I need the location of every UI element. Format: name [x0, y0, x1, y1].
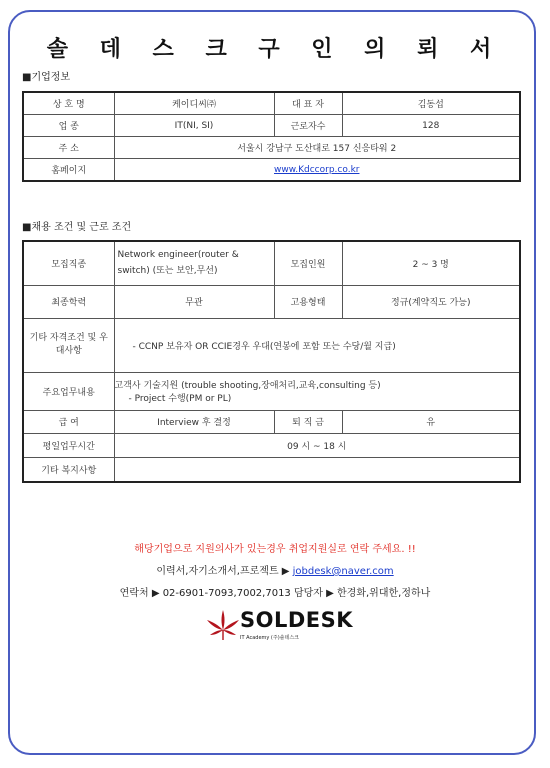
table-row — [23, 137, 520, 159]
company-section-label: ■기업정보 — [22, 72, 71, 83]
notice-text: 해당기업으로 지원의사가 있는경우 취업지원실로 연락 주세요. !! — [134, 544, 416, 555]
email-link[interactable]: jobdesk@naver.com — [292, 566, 394, 577]
industry-value: IT(NI, SI) — [114, 115, 274, 137]
logo-subtitle: IT Academy (주)솔데스크 — [240, 635, 299, 641]
homepage-label: 홈페이지 — [23, 159, 114, 182]
industry-label: 업 종 — [23, 115, 114, 137]
table-row — [23, 285, 520, 318]
table-row — [23, 318, 520, 372]
table-row — [23, 115, 520, 137]
welfare-value — [114, 457, 520, 482]
documents-line — [0, 562, 550, 577]
document-title: 솔 데 스 크 구 인 의 뢰 서 — [46, 37, 504, 62]
ceo-label: 대 표 자 — [274, 92, 342, 115]
severance-label: 퇴 직 금 — [274, 410, 342, 433]
company-info-table — [22, 91, 521, 182]
qualification-value: - CCNP 보유자 OR CCIE경우 우대(연봉에 포함 또는 수당/월 지급) — [114, 318, 520, 372]
position-value: Network engineer(router & switch) (또는 보안,무선) — [114, 241, 274, 285]
employment-type-value: 정규(계약직도 가능) — [342, 285, 520, 318]
employment-type-label: 고용형태 — [274, 285, 342, 318]
qualification-label: 기타 자격조건 및 우대사항 — [23, 318, 114, 372]
table-row — [23, 410, 520, 433]
duties-line-1: 고객사 기술지원 (trouble shooting,장애처리,교육,consulting 등) — [114, 381, 381, 391]
address-label: 주 소 — [23, 137, 114, 159]
leaf-icon — [206, 608, 240, 642]
company-name-value: 케이디씨㈜ — [114, 92, 274, 115]
table-row — [23, 372, 520, 410]
duties-label: 주요업무내용 — [23, 372, 114, 410]
job-conditions-table — [22, 240, 521, 483]
hours-value: 09 시 ~ 18 시 — [114, 433, 520, 457]
duties-line-2: - Project 수행(PM or PL) — [128, 394, 232, 404]
severance-value: 유 — [342, 410, 520, 433]
homepage-link[interactable]: www.Kdccorp.co.kr — [274, 164, 360, 175]
address-value: 서울시 강남구 도산대로 157 신응타워 2 — [114, 137, 520, 159]
table-row — [23, 159, 520, 182]
education-label: 최종학력 — [23, 285, 114, 318]
table-row — [23, 433, 520, 457]
company-name-label: 상 호 명 — [23, 92, 114, 115]
documents-prefix: 이력서,자기소개서,프로젝트 ▶ — [156, 566, 293, 577]
position-label: 모집직종 — [23, 241, 114, 285]
table-row — [23, 457, 520, 482]
table-row — [23, 92, 520, 115]
ceo-value: 김동섭 — [342, 92, 520, 115]
employees-value: 128 — [342, 115, 520, 137]
welfare-label: 기타 복지사항 — [23, 457, 114, 482]
education-value: 무관 — [114, 285, 274, 318]
duties-cell — [114, 372, 520, 410]
headcount-value: 2 ~ 3 명 — [342, 241, 520, 285]
employees-label: 근로자수 — [274, 115, 342, 137]
logo-wordmark: SOLDESK — [240, 608, 354, 632]
salary-label: 급 여 — [23, 410, 114, 433]
table-row — [23, 241, 520, 285]
homepage-cell — [114, 159, 520, 182]
headcount-label: 모집인원 — [274, 241, 342, 285]
salary-value: Interview 후 결정 — [114, 410, 274, 433]
hours-label: 평일업무시간 — [23, 433, 114, 457]
soldesk-logo — [206, 606, 354, 646]
job-section-label: ■채용 조건 및 근로 조건 — [22, 222, 132, 233]
contact-line: 연락처 ▶ 02-6901-7093,7002,7013 담당자 ▶ 한경화,위대한,정하나 — [119, 588, 431, 599]
